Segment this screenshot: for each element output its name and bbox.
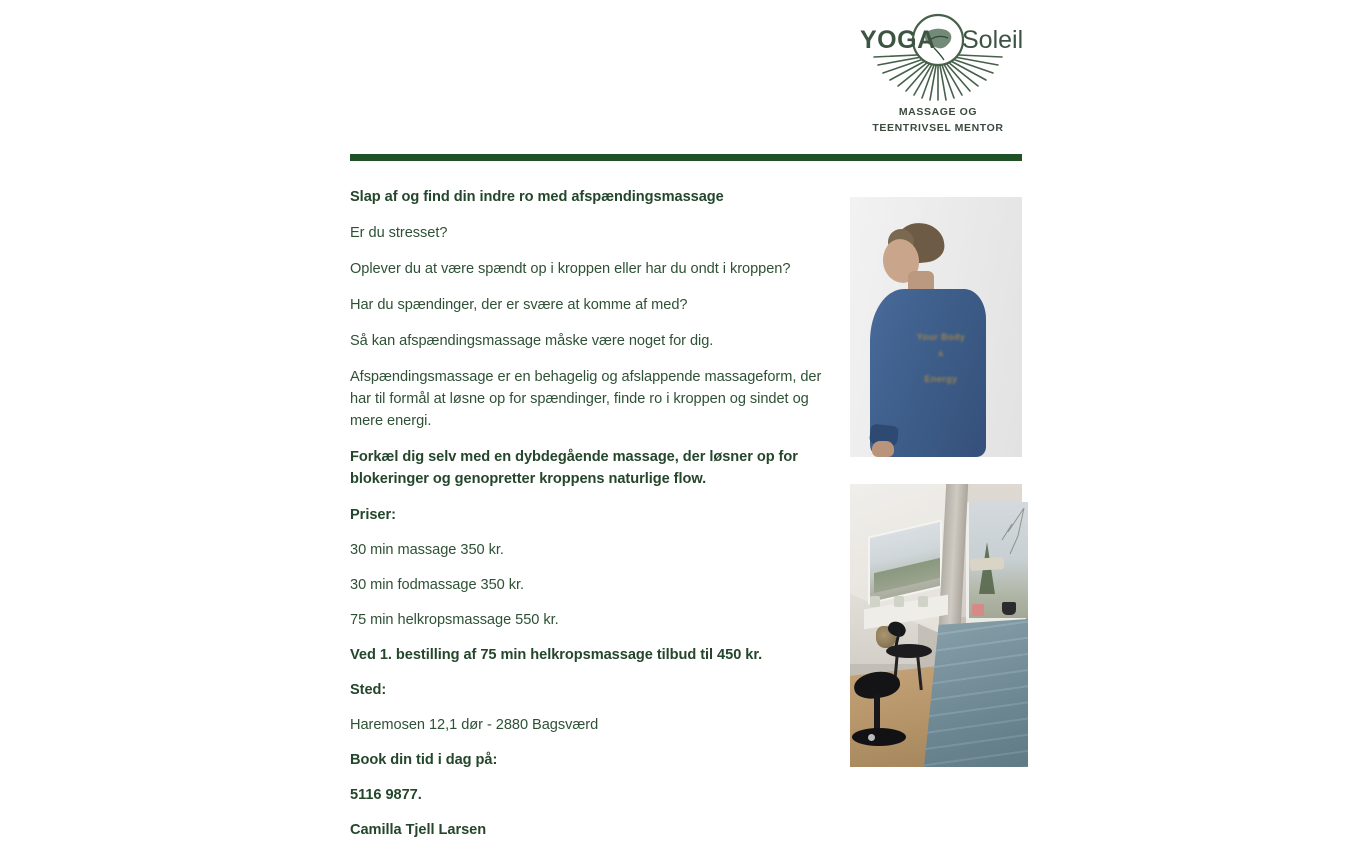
- photo-massage-room: [850, 484, 1022, 767]
- sweater-print-line-1: Your Body: [916, 332, 966, 342]
- price-item-fullbody-75: 75 min helkropsmassage 550 kr.: [350, 612, 559, 628]
- photo-person-blue-sweater: [850, 197, 1022, 457]
- first-booking-offer: Ved 1. bestilling af 75 min helkropsmassage tilbud til 450 kr.: [350, 647, 763, 663]
- photo-column: [850, 197, 1022, 767]
- booking-label: Book din tid i dag på:: [350, 752, 498, 768]
- paragraph-stressed: Er du stresset?: [350, 225, 448, 241]
- sweater-print-line-3: Energy: [924, 374, 958, 384]
- prices-label: Priser:: [350, 507, 396, 523]
- article-body: [350, 186, 840, 854]
- address-line: Haremosen 12,1 dør - 2880 Bagsværd: [350, 717, 599, 733]
- brand-logo: [854, 0, 1022, 145]
- green-divider-bar: [350, 154, 1022, 161]
- paragraph-description: Afspændingsmassage er en behagelig og afslappende massageform, der har til formål at løsne op for spændinger, finde ro i kroppen og sindet og mere energi.: [350, 369, 822, 429]
- logo-emblem-icon: [854, 4, 1022, 104]
- paragraph-hard-tensions: Har du spændinger, der er svære at komme af med?: [350, 297, 688, 313]
- practitioner-name: Camilla Tjell Larsen: [350, 822, 487, 838]
- paragraph-highlight: Forkæl dig selv med en dybdegående massage, der løsner op for blokeringer og genopretter kroppens naturlige flow.: [350, 449, 798, 487]
- price-item-massage-30: 30 min massage 350 kr.: [350, 542, 504, 558]
- paragraph-maybe-for-you: Så kan afspændingsmassage måske være noget for dig.: [350, 333, 714, 349]
- logo-caption-line-1: MASSAGE OG: [898, 106, 978, 118]
- sweater-print: [910, 331, 972, 399]
- paragraph-tension-question: Oplever du at være spændt op i kroppen eller har du ondt i kroppen?: [350, 261, 791, 277]
- sweater-print-line-2: &: [938, 351, 944, 358]
- logo-caption-line-2: TEENTRIVSEL MENTOR: [872, 122, 1004, 134]
- svg-text:Soleil: Soleil: [962, 26, 1024, 54]
- article-heading: Slap af og find din indre ro med afspændingsmassage: [350, 189, 724, 205]
- content-column: [350, 0, 1024, 838]
- svg-text:YOGA: YOGA: [860, 26, 936, 54]
- place-label: Sted:: [350, 682, 387, 698]
- price-item-footmassage-30: 30 min fodmassage 350 kr.: [350, 577, 524, 593]
- phone-number[interactable]: 5116 9877.: [350, 787, 422, 803]
